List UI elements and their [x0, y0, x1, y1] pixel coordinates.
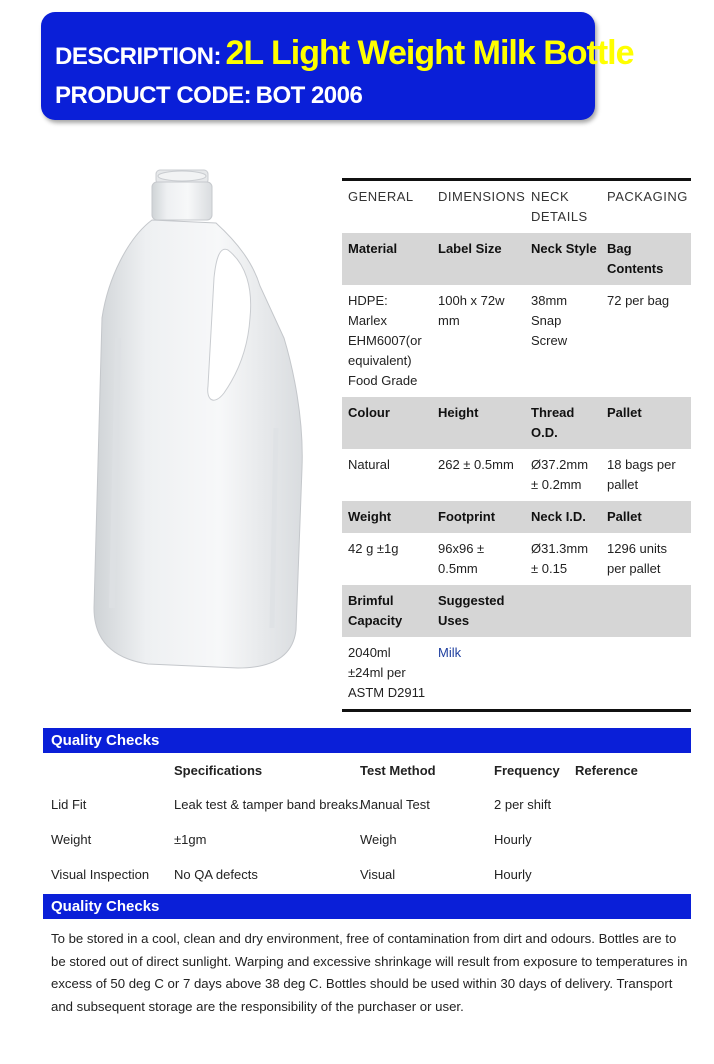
spec-value-row	[342, 449, 691, 501]
quality-row	[43, 824, 691, 858]
product-code: BOT 2006	[255, 82, 363, 109]
spec-label-row	[342, 501, 691, 533]
spec-label-row	[342, 397, 691, 449]
spec-cell: 262 ± 0.5mm	[438, 457, 514, 472]
spec-cell: Thread O.D.	[525, 397, 601, 449]
quality-cell: 2 per shift	[494, 797, 552, 812]
quality-row	[43, 789, 691, 823]
quality-cell: Leak test & tamper band breaks.	[174, 797, 362, 812]
quality-header-frequency: Frequency	[494, 763, 560, 778]
suggested-use-milk: Milk	[438, 645, 462, 660]
spec-cell: Material	[342, 233, 432, 285]
header-banner	[41, 12, 634, 120]
bottle-image	[88, 168, 308, 673]
spec-cell: 96x96 ± 0.5mm	[438, 541, 485, 576]
product-description: 2L Light Weight Milk Bottle	[225, 34, 634, 72]
spec-cell: HDPE: Marlex EHM6007(or equivalent) Food Grade	[348, 293, 422, 388]
spec-value-row	[342, 533, 691, 585]
spec-cell	[601, 585, 691, 637]
quality-cell: Visual	[360, 867, 396, 882]
spec-value-row	[342, 637, 691, 709]
spec-cell	[525, 637, 601, 709]
spec-cell: Label Size	[432, 233, 525, 285]
quality-header-test-method: Test Method	[360, 763, 436, 778]
quality-check-name: Lid Fit	[51, 797, 87, 812]
spec-cell: Colour	[342, 397, 432, 449]
spec-cell: Ø37.2mm ± 0.2mm	[531, 457, 589, 492]
quality-check-name: Weight	[51, 832, 92, 847]
quality-cell: Hourly	[494, 832, 532, 847]
spec-cell: Bag Contents	[601, 233, 691, 285]
quality-cell: Weigh	[360, 832, 397, 847]
spec-table	[342, 178, 691, 712]
product-code-line	[55, 82, 362, 110]
col-dimensions: DIMENSIONS	[438, 189, 526, 204]
quality-checks-heading: Quality Checks	[43, 728, 691, 753]
spec-header-row	[342, 181, 691, 233]
spec-cell: Pallet	[601, 501, 691, 533]
storage-heading: Quality Checks	[43, 894, 691, 919]
quality-header-row	[43, 755, 691, 789]
spec-cell	[601, 637, 691, 709]
spec-cell: Height	[432, 397, 525, 449]
quality-cell: Manual Test	[360, 797, 430, 812]
spec-label-row	[342, 585, 691, 637]
spec-cell: 72 per bag	[607, 293, 670, 308]
description-line	[55, 34, 634, 73]
spec-cell: 42 g ±1g	[348, 541, 399, 556]
spec-cell: Brimful Capacity	[342, 585, 432, 637]
product-code-label: PRODUCT CODE:	[55, 82, 252, 109]
quality-cell: No QA defects	[174, 867, 258, 882]
quality-cell: Hourly	[494, 867, 532, 882]
spec-cell: 1296 units per pallet	[607, 541, 667, 576]
spec-cell: 2040ml ±24ml per ASTM D2911	[348, 645, 426, 700]
quality-header-specifications: Specifications	[174, 763, 263, 778]
quality-header-reference: Reference	[575, 763, 638, 778]
spec-label-row	[342, 233, 691, 285]
spec-cell: Weight	[342, 501, 432, 533]
spec-cell: Pallet	[601, 397, 691, 449]
storage-text: To be stored in a cool, clean and dry environment, free of contamination from dirt and odours. Bottles are to be stored out of direct sunlight. Warping and excessive shrinkage will result from exposure to temperatures in excess of 50 deg C or 7 days above 38 deg C. Bottles should be used within 30 days of delivery. Transport and subsequent storage are the responsibility of the purchaser or user.	[51, 931, 688, 1014]
quality-cell: ±1gm	[174, 832, 207, 847]
quality-row	[43, 859, 691, 893]
spec-cell	[525, 585, 601, 637]
spec-cell: 18 bags per pallet	[607, 457, 676, 492]
spec-value-row	[342, 285, 691, 397]
spec-cell: Footprint	[432, 501, 525, 533]
spec-cell: Natural	[348, 457, 390, 472]
col-general: GENERAL	[348, 189, 414, 204]
col-packaging: PACKAGING	[607, 189, 688, 204]
description-label: DESCRIPTION:	[55, 43, 222, 70]
spec-cell: 38mm Snap Screw	[531, 293, 568, 348]
spec-cell: 100h x 72w mm	[438, 293, 505, 328]
quality-check-name: Visual Inspection	[51, 867, 150, 882]
spec-cell: Neck I.D.	[525, 501, 601, 533]
spec-cell: Neck Style	[525, 233, 601, 285]
suggested-uses-label: Suggested Uses	[432, 585, 525, 637]
spec-cell: Ø31.3mm ± 0.15	[531, 541, 589, 576]
col-neck-details: NECK DETAILS	[531, 189, 588, 224]
